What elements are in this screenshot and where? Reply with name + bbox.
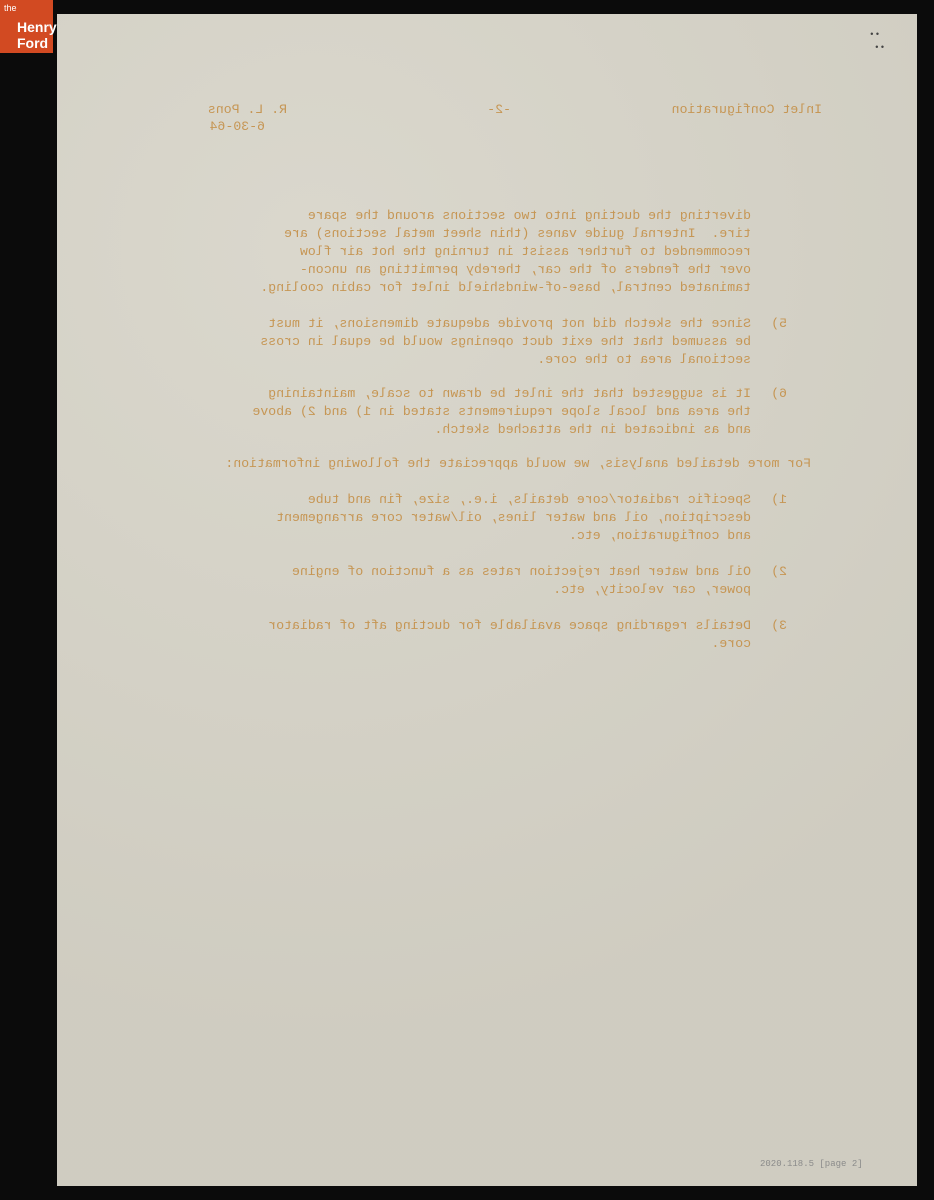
mirrored-bleed-through-text (57, 14, 917, 1186)
item-number: 3) (771, 618, 787, 633)
text-line: over the fenders of the car, thereby permitting an uncon- (299, 262, 751, 277)
item-number: 5) (771, 316, 787, 331)
text-line: power, car velocity, etc. (553, 582, 751, 597)
text-line: diverting the ducting into two sections around the spare (307, 208, 751, 223)
header-author: R. L. Pons (207, 102, 287, 117)
archive-stamp: 2020.118.5 [page 2] (760, 1159, 863, 1169)
header-date: 6-30-64 (209, 119, 265, 134)
text-line: and as indicated in the attached sketch. (434, 422, 751, 437)
document-page (57, 14, 917, 1186)
text-line: sectional area to the core. (537, 352, 751, 367)
text-line: tire. Internal guide vanes (thin sheet metal sections) are (284, 226, 751, 241)
text-line: Oil and water heat rejection rates as a function of engine (292, 564, 751, 579)
text-line: It is suggested that the inlet be drawn to scale, maintaining (268, 386, 751, 401)
item-number: 1) (771, 492, 787, 507)
henry-ford-logo (0, 0, 57, 53)
text-line: Details regarding space available for ducting aft of radiator (268, 618, 751, 633)
text-line: Since the sketch did not provide adequate dimensions, it must (268, 316, 751, 331)
text-line: For more detailed analysis, we would appreciate the following information: (225, 456, 811, 471)
logo-henry: Henry (17, 19, 57, 35)
text-line: the area and local slope requirements stated in 1) and 2) above (252, 404, 751, 419)
item-number: 6) (771, 386, 787, 401)
text-line: Specific radiator/core details, i.e., size, fin and tube (307, 492, 751, 507)
text-line: and configuration, etc. (568, 528, 751, 543)
text-line: be assumed that the exit duct openings would be equal in cross (260, 334, 751, 349)
text-line: core. (711, 636, 751, 651)
text-line: recommended to further assist in turning the hot air flow (299, 244, 751, 259)
item-number: 2) (771, 564, 787, 579)
logo-ford: Ford (17, 35, 49, 51)
header-title: Inlet Configuration (671, 102, 822, 117)
text-line: taminated central, base-of-windshield inlet for cabin cooling. (260, 280, 751, 295)
text-line: description, oil and water lines, oil/water core arrangement (276, 510, 751, 525)
speck-marks: • • • • (870, 29, 884, 52)
page-number: -2- (487, 102, 511, 117)
logo-the: the (4, 3, 17, 13)
